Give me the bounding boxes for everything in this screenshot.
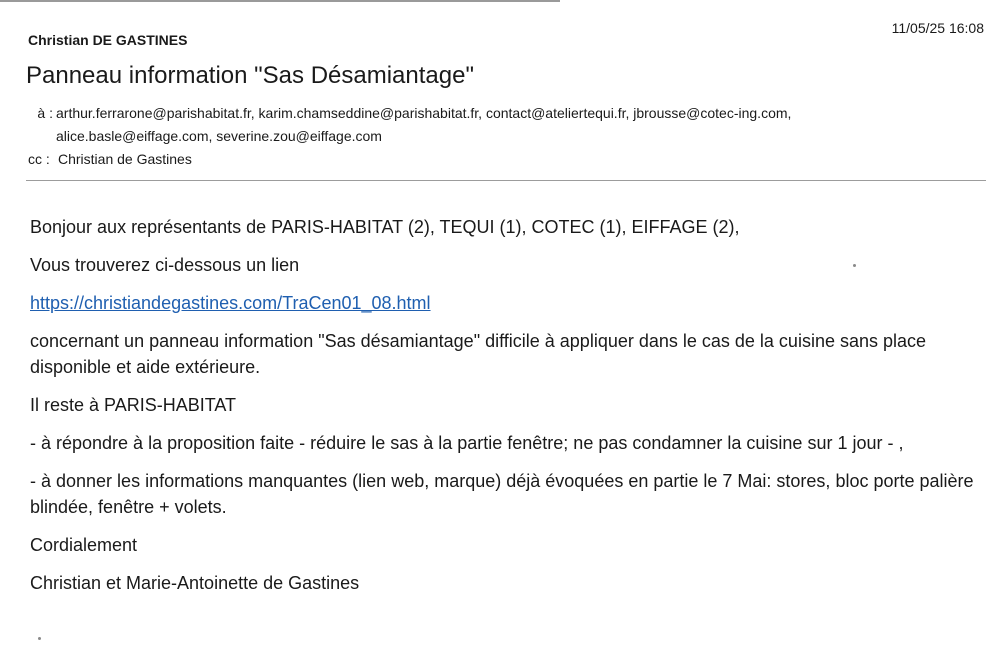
scan-edge-line — [0, 0, 560, 2]
intro-text: Vous trouverez ci-dessous un lien — [30, 255, 300, 275]
recipients-block — [28, 102, 936, 171]
sender-name: Christian DE GASTINES — [28, 32, 188, 48]
email-body — [30, 214, 980, 608]
page-link[interactable]: https://christiandegastines.com/TraCen01_08.html — [30, 293, 431, 313]
closing-text: Cordialement — [30, 535, 138, 555]
scan-speck — [853, 264, 856, 267]
to-label: à : — [37, 105, 53, 121]
cc-recipients[interactable]: Christian de Gastines — [58, 151, 192, 167]
sent-datetime: 11/05/25 16:08 — [891, 20, 984, 36]
action-item-2: - à donner les informations manquantes (lien web, marque) déjà évoquées en partie le 7 Mai: stores, bloc porte palière blindée, fenêtre + volets. — [30, 471, 974, 517]
remaining-text: Il reste à PARIS-HABITAT — [30, 395, 237, 415]
description-text: concernant un panneau information "Sas désamiantage" difficile à appliquer dans le cas de la cuisine sans place disponible et aide extérieure. — [30, 331, 927, 377]
email-subject: Panneau information "Sas Désamiantage" — [26, 62, 474, 89]
cc-row — [28, 148, 936, 171]
scan-speck — [38, 637, 41, 640]
cc-label: cc : — [28, 151, 50, 167]
to-row — [28, 102, 936, 148]
action-item-1: - à répondre à la proposition faite - réduire le sas à la partie fenêtre; ne pas condamner la cuisine sur 1 jour - , — [30, 433, 904, 453]
to-recipients[interactable]: arthur.ferrarone@parishabitat.fr, karim.chamseddine@parishabitat.fr, contact@ateliertequi.fr, jbrousse@cotec-ing.com, alice.basle@eiffage.com, severine.zou@eiffage.com — [56, 105, 792, 144]
signature-text: Christian et Marie-Antoinette de Gastines — [30, 573, 360, 593]
header-divider — [26, 180, 986, 181]
greeting-text: Bonjour aux représentants de PARIS-HABITAT (2), TEQUI (1), COTEC (1), EIFFAGE (2), — [30, 217, 740, 237]
